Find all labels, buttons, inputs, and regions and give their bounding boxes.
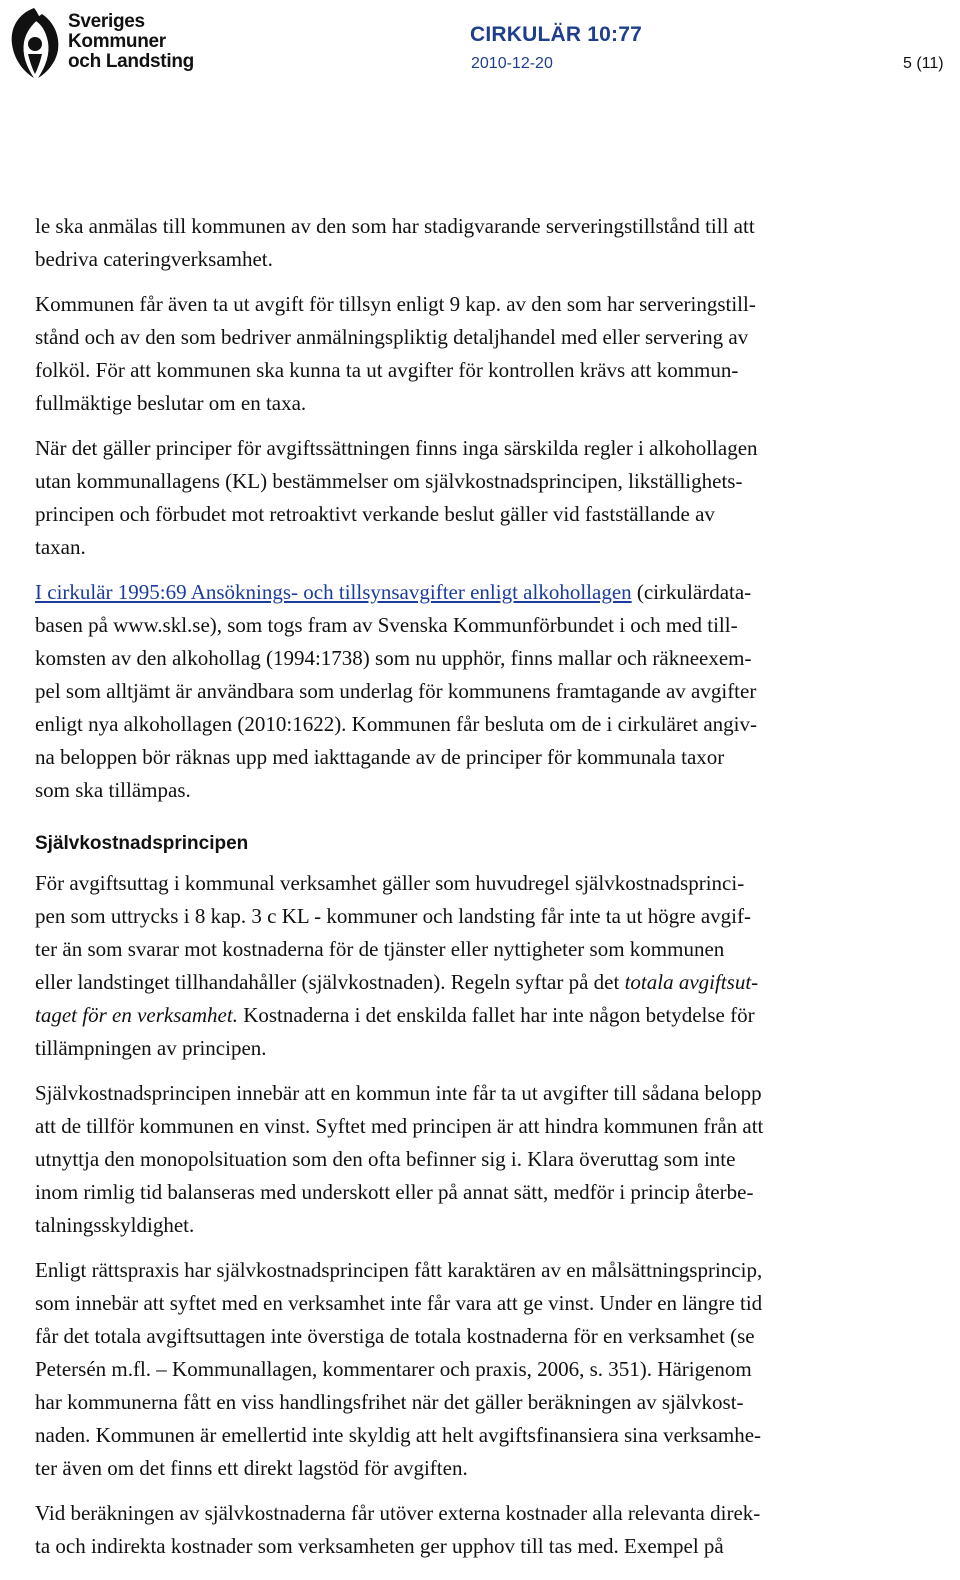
text-fragment: eller landstinget tillhandahåller (självkostnaden). Regeln syftar på det: [35, 970, 625, 994]
page-number: 5 (11): [903, 55, 944, 72]
text-line: komsten av den alkohollag (1994:1738) som nu upphör, finns mallar och räkneexem-: [35, 646, 752, 670]
text-line: pen som uttrycks i 8 kap. 3 c KL - kommuner och landsting får inte ta ut högre avgif-: [35, 904, 751, 928]
paragraph-6: [35, 1077, 947, 1242]
text-line: tillämpningen av principen.: [35, 1036, 267, 1060]
text-line: le ska anmälas till kommunen av den som har stadigvarande serveringstillstånd till att: [35, 214, 755, 238]
text-line: För avgiftsuttag i kommunal verksamhet gäller som huvudregel självkostnadsprinci-: [35, 871, 745, 895]
text-line: Vid beräkningen av självkostnaderna får utöver externa kostnader alla relevanta direk-: [35, 1501, 761, 1525]
text-line: som innebär att syftet med en verksamhet inte får vara att ge vinst. Under en längre tid: [35, 1291, 763, 1315]
text-line: får det totala avgiftsuttagen inte överstiga de totala kostnaderna för en verksamhet (se: [35, 1324, 755, 1348]
text-line: [35, 576, 947, 609]
text-fragment: Kostnaderna i det enskilda fallet har inte någon betydelse för: [237, 1003, 755, 1027]
page-header: [0, 0, 960, 90]
circular-1995-69-link[interactable]: I cirkulär 1995:69 Ansöknings- och tillsynsavgifter enligt alkohollagen: [35, 580, 632, 604]
text-line: stånd och av den som bedriver anmälningspliktig detaljhandel med eller servering av: [35, 325, 749, 349]
text-line: ter även om det finns ett direkt lagstöd för avgiften.: [35, 1456, 468, 1480]
text-line: utan kommunallagens (KL) bestämmelser om självkostnadsprincipen, likställighets-: [35, 469, 743, 493]
document-body: [35, 210, 947, 1575]
text-line: ta och indirekta kostnader som verksamheten ger upphov till tas med. Exempel på: [35, 1534, 724, 1558]
text-line: [35, 999, 947, 1032]
emphasis-text: totala avgiftsut-: [624, 970, 759, 994]
paragraph-1: [35, 210, 947, 276]
text-line: naden. Kommunen är emellertid inte skyldig att helt avgiftsfinansiera sina verksamhe-: [35, 1423, 762, 1447]
circular-date: 2010-12-20: [471, 55, 553, 72]
text-line: Petersén m.fl. – Kommunallagen, kommentarer och praxis, 2006, s. 351). Härigenom: [35, 1357, 752, 1381]
text-line: basen på www.skl.se), som togs fram av Svenska Kommunförbundet i och med till-: [35, 613, 738, 637]
text-line: [35, 966, 947, 999]
text-line: na beloppen bör räknas upp med iakttagande av de principer för kommunala taxor: [35, 745, 725, 769]
text-line: folköl. För att kommunen ska kunna ta ut avgifter för kontrollen krävs att kommun-: [35, 358, 739, 382]
circular-title: CIRKULÄR 10:77: [470, 23, 642, 46]
text-line: Enligt rättspraxis har självkostnadsprincipen fått karaktären av en målsättningsprincip,: [35, 1258, 763, 1282]
text-line: När det gäller principer för avgiftssättningen finns inga särskilda regler i alkohollagen: [35, 436, 758, 460]
text-line: ter än som svarar mot kostnaderna för de tjänster eller nyttigheter som kommunen: [35, 937, 725, 961]
text-line: inom rimlig tid balanseras med underskott eller på annat sätt, medför i princip återbe-: [35, 1180, 754, 1204]
emphasis-text: taget för en verksamhet.: [35, 1003, 238, 1027]
paragraph-4: [35, 576, 947, 807]
org-name: [68, 12, 194, 72]
paragraph-3: [35, 432, 947, 564]
text-line: bedriva cateringverksamhet.: [35, 247, 273, 271]
paragraph-7: [35, 1254, 947, 1485]
text-line: talningsskyldighet.: [35, 1213, 195, 1237]
text-line: utnyttja den monopolsituation som den ofta befinner sig i. Klara överuttag som inte: [35, 1147, 736, 1171]
section-heading: Självkostnadsprincipen: [35, 833, 249, 854]
skl-logo-icon: [4, 4, 64, 82]
paragraph-5: [35, 867, 947, 1065]
text-line: pel som alltjämt är användbara som underlag för kommunens framtagande av avgifter: [35, 679, 757, 703]
org-name-line3: och Landsting: [68, 51, 194, 72]
text-line: enligt nya alkohollagen (2010:1622). Kommunen får besluta om de i cirkuläret angiv-: [35, 712, 757, 736]
text-line: att de tillför kommunen en vinst. Syftet med principen är att hindra kommunen från att: [35, 1114, 764, 1138]
text-line: Självkostnadsprincipen innebär att en kommun inte får ta ut avgifter till sådana belopp: [35, 1081, 762, 1105]
text-line: har kommunerna fått en viss handlingsfrihet när det gäller beräkningen av självkost-: [35, 1390, 744, 1414]
org-name-line1: Sveriges: [68, 11, 145, 32]
text-line: Kommunen får även ta ut avgift för tillsyn enligt 9 kap. av den som har serveringstill-: [35, 292, 756, 316]
org-name-line2: Kommuner: [68, 31, 166, 52]
text-line: som ska tillämpas.: [35, 778, 191, 802]
text-line: principen och förbudet mot retroaktivt verkande beslut gäller vid fastställande av: [35, 502, 715, 526]
text-fragment: (cirkulärdata-: [631, 580, 752, 604]
text-line: taxan.: [35, 535, 86, 559]
text-line: fullmäktige beslutar om en taxa.: [35, 391, 307, 415]
paragraph-2: [35, 288, 947, 420]
paragraph-8: [35, 1497, 947, 1563]
